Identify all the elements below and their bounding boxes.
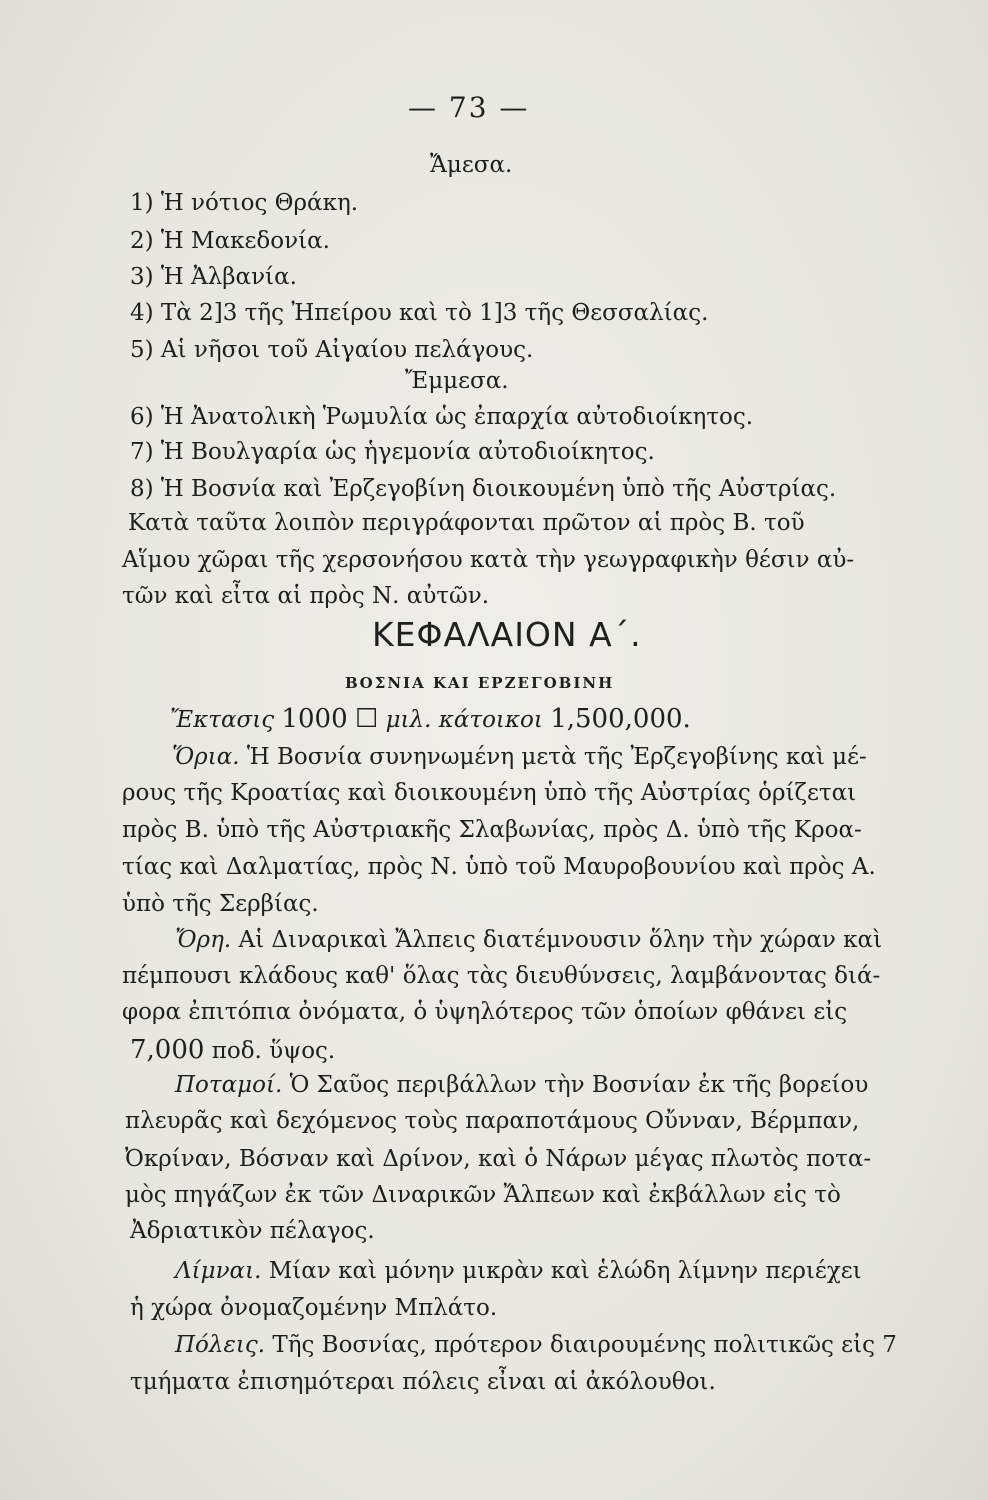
rivers-line: πλευρᾶς καὶ δεχόμενος τοὺς παραποτάμους Οὔνναν, Βέρμπαν, xyxy=(125,1108,860,1134)
rivers-label: Ποταμοί. xyxy=(175,1072,283,1098)
rivers-line: μὸς πηγάζων ἐκ τῶν Διναρικῶν Ἄλπεων καὶ ἐκβάλλων εἰς τὸ xyxy=(125,1182,841,1208)
borders-line: τίας καὶ Δαλματίας, πρὸς Ν. ὑπὸ τοῦ Μαυροβουνίου καὶ πρὸς Α. xyxy=(122,854,876,880)
area-unit: μιλ. xyxy=(385,707,432,733)
list-item: 1) Ἡ νότιος Θράκη. xyxy=(130,190,359,216)
borders-line: πρὸς Β. ὑπὸ τῆς Αὐστριακῆς Σλαβωνίας, πρὸς Δ. ὑπὸ τῆς Κροα- xyxy=(122,817,862,843)
stats-line xyxy=(170,704,691,735)
mountains-line: 7,000 ποδ. ὕψος. xyxy=(130,1035,336,1065)
mountains-line: Ὄρη. Αἱ Διναρικαὶ Ἄλπεις διατέμνουσιν ὅλην τὴν χώραν καὶ xyxy=(175,927,883,953)
chapter-subtitle: ΒΟΣΝΙΑ ΚΑΙ ΕΡΖΕΓΟΒΙΝΗ xyxy=(345,674,615,692)
list-item: 8) Ἡ Βοσνία καὶ Ἐρζεγοβίνη διοικουμένη ὑπὸ τῆς Αὐστρίας. xyxy=(130,476,837,502)
area-value: 1000 xyxy=(281,704,348,734)
borders-line: ὑπὸ τῆς Σερβίας. xyxy=(122,891,319,917)
borders-line: Ὅρια. Ἡ Βοσνία συνηνωμένη μετὰ τῆς Ἐρζεγοβίνης καὶ μέ- xyxy=(172,744,867,770)
cities-label: Πόλεις. xyxy=(175,1332,266,1358)
mountains-label: Ὄρη. xyxy=(175,927,232,953)
lakes-line: Λίμναι. Μίαν καὶ μόνην μικρὰν καὶ ἑλώδη λίμνην περιέχει xyxy=(175,1258,862,1284)
page-number: — 73 — xyxy=(408,91,530,124)
list-item: 2) Ἡ Μακεδονία. xyxy=(130,228,330,254)
borders-line: ρους τῆς Κροατίας καὶ διοικουμένη ὑπὸ τῆς Αὐστρίας ὁρίζεται xyxy=(122,780,857,806)
chapter-title: ΚΕΦΑΛΑΙΟΝ Α΄. xyxy=(372,615,642,654)
intro-line: τῶν καὶ εἶτα αἱ πρὸς Ν. αὐτῶν. xyxy=(122,583,490,609)
cities-line: Πόλεις. Τῆς Βοσνίας, πρότερον διαιρουμένης πολιτικῶς εἰς 7 xyxy=(175,1332,897,1358)
lakes-line: ἡ χώρα ὀνομαζομένην Μπλάτο. xyxy=(130,1295,498,1321)
mountains-line: πέμπουσι κλάδους καθ' ὅλας τὰς διευθύνσεις, λαμβάνοντας διά- xyxy=(122,963,881,989)
rivers-line: Ἀδριατικὸν πέλαγος. xyxy=(130,1218,375,1244)
intro-line: Αἵμου χῶραι τῆς χερσονήσου κατὰ τὴν γεωγραφικὴν θέσιν αὐ- xyxy=(122,547,855,573)
population-label: κάτοικοι xyxy=(438,707,543,733)
lakes-label: Λίμναι. xyxy=(175,1258,262,1284)
list-item: 5) Αἱ νῆσοι τοῦ Αἰγαίου πελάγους. xyxy=(130,337,534,363)
square-icon: ☐ xyxy=(354,704,379,734)
mountain-height: 7,000 xyxy=(130,1035,205,1065)
heading-direct: Ἄμεσα. xyxy=(430,152,513,178)
rivers-line: Ὀκρίναν, Βόσναν καὶ Δρίνον, καὶ ὁ Νάρων μέγας πλωτὸς ποτα- xyxy=(125,1146,872,1172)
cities-line: τμήματα ἐπισημότεραι πόλεις εἶναι αἱ ἀκόλουθοι. xyxy=(130,1369,716,1395)
heading-indirect: Ἔμμεσα. xyxy=(405,368,509,394)
list-item: 6) Ἡ Ἀνατολικὴ Ῥωμυλία ὡς ἐπαρχία αὐτοδιοίκητος. xyxy=(130,404,754,430)
borders-label: Ὅρια. xyxy=(172,744,240,770)
intro-line: Κατὰ ταῦτα λοιπὸν περιγράφονται πρῶτον αἱ πρὸς Β. τοῦ xyxy=(128,510,805,536)
list-item: 7) Ἡ Βουλγαρία ὡς ἡγεμονία αὐτοδιοίκητος. xyxy=(130,439,655,465)
mountains-line: φορα ἐπιτόπια ὀνόματα, ὁ ὑψηλότερος τῶν ὁποίων φθάνει εἰς xyxy=(122,999,848,1025)
population-value: 1,500,000. xyxy=(550,704,691,734)
list-item: 4) Τὰ 2]3 τῆς Ἠπείρου καὶ τὸ 1]3 τῆς Θεσσαλίας. xyxy=(130,300,709,326)
list-item: 3) Ἡ Ἀλβανία. xyxy=(130,264,297,290)
rivers-line: Ποταμοί. Ὁ Σαῦος περιβάλλων τὴν Βοσνίαν ἐκ τῆς βορείου xyxy=(175,1072,869,1098)
area-label: Ἔκτασις xyxy=(170,707,275,733)
